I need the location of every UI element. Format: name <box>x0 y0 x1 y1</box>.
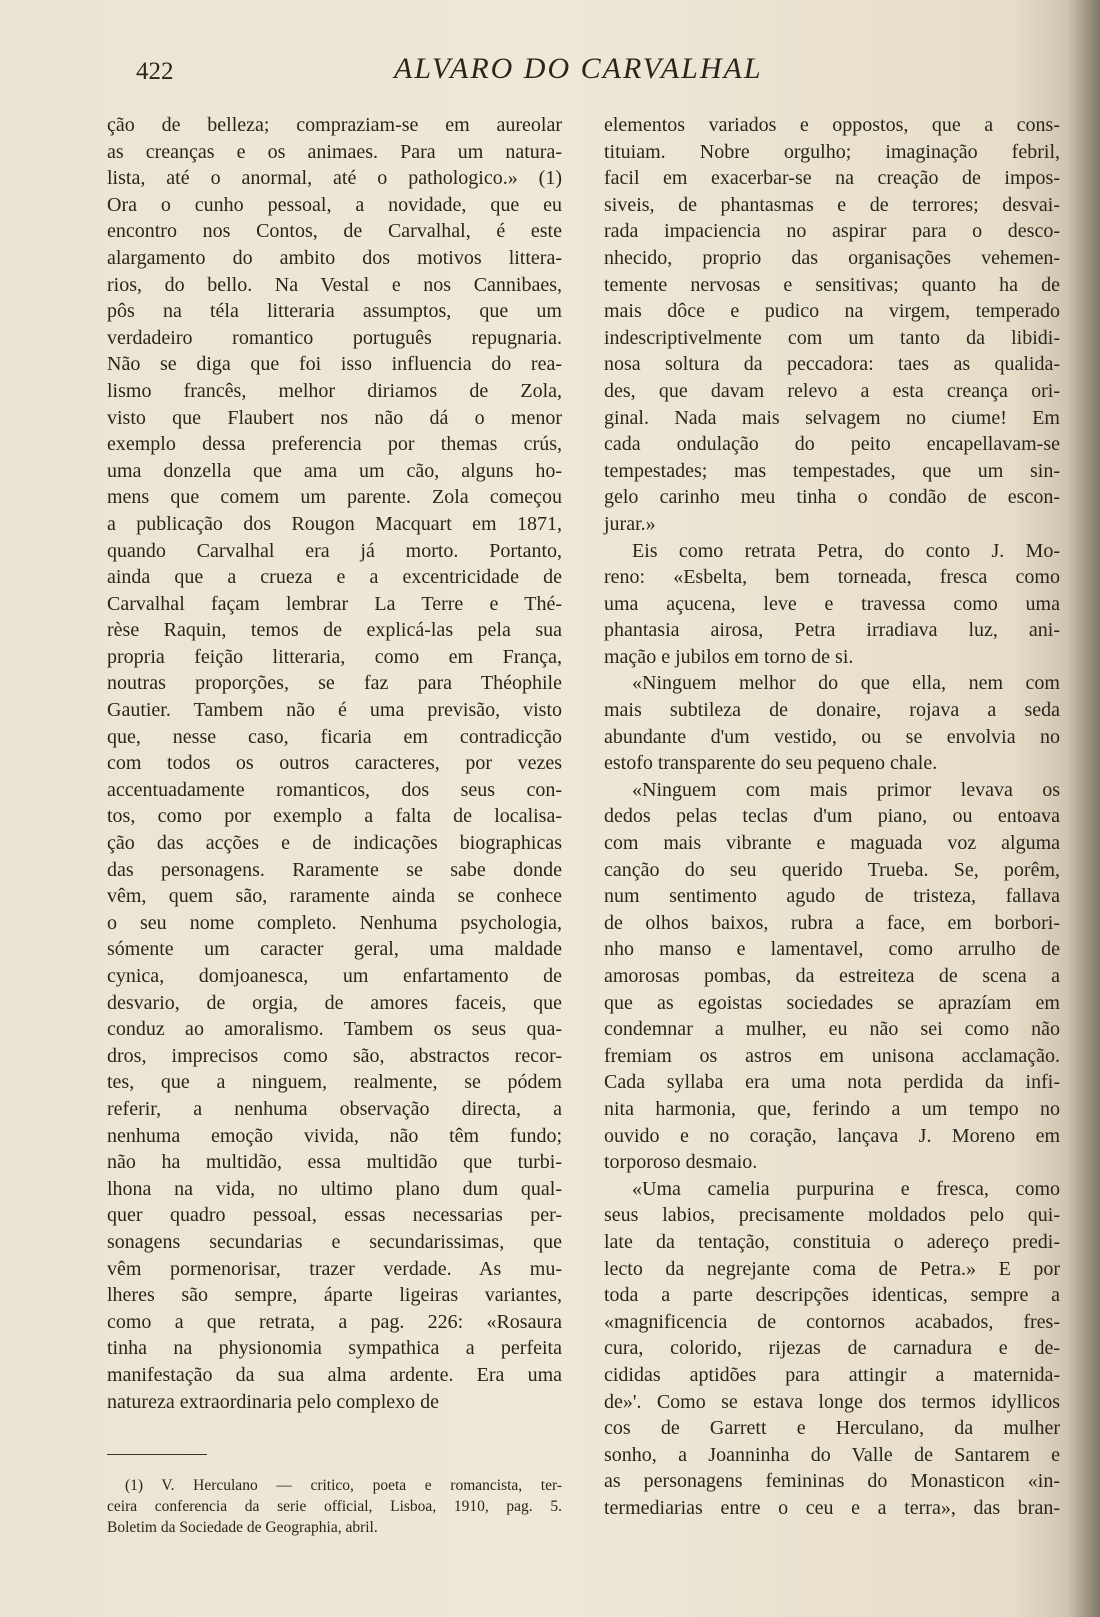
right-column-line: elementos variados e oppostos, que a cons- <box>604 114 1060 136</box>
left-column-line: exemplo dessa preferencia por themas crús, <box>107 433 562 456</box>
footnote <box>107 1475 562 1538</box>
left-column-line: rios, do bello. Na Vestal e nos Cannibaes, <box>107 273 562 296</box>
right-column-line: nhecido, proprio das organisações vehemen- <box>604 246 1060 269</box>
footnote-line: Boletim da Sociedade de Geographia, abril. <box>107 1519 378 1536</box>
right-column-line: cura, colorido, rijezas de carnadura e de- <box>604 1337 1060 1360</box>
left-column-line: conduz ao amoralismo. Tambem os seus qua- <box>107 1018 562 1041</box>
right-column-line: jurar.» <box>604 512 656 535</box>
right-column-line: sonho, a Joanninha do Valle de Santarem e <box>604 1443 1060 1466</box>
left-column-line: ainda que a crueza e a excentricidade de <box>107 566 562 589</box>
left-column-line: nenhuma emoção vivida, não têm fundo; <box>107 1124 562 1147</box>
left-column-line: quando Carvalhal era já morto. Portanto, <box>107 539 562 562</box>
right-column-line: reno: «Esbelta, bem torneada, fresca como <box>604 566 1060 589</box>
right-column-line: des, que davam relevo a esta creança ori- <box>604 379 1060 402</box>
right-column-line: num sentimento agudo de tristeza, fallava <box>604 885 1060 908</box>
right-column-line: termediarias entre o ceu e a terra», das bran- <box>604 1496 1060 1519</box>
left-column-line: o seu nome completo. Nenhuma psychologia, <box>107 911 562 934</box>
left-column-line: vêm, quem são, raramente ainda se conhece <box>107 885 562 908</box>
right-column-line: indescriptivelmente com um tanto da libidi- <box>604 326 1060 349</box>
right-column-line: seus labios, precisamente moldados pelo qui- <box>604 1204 1060 1227</box>
left-column-line: tinha na physionomia sympathica a perfeita <box>107 1337 562 1360</box>
right-column-line: facil em exacerbar-se na creação de impos- <box>604 167 1060 190</box>
right-column-line: mais dôce e pudico na virgem, temperado <box>604 300 1060 323</box>
right-column-line: Eis como retrata Petra, do conto J. Mo- <box>632 539 1060 562</box>
right-column-line: de»'. Como se estava longe dos termos idyllicos <box>604 1390 1060 1413</box>
left-column-line: uma donzella que ama um cão, alguns ho- <box>107 459 562 482</box>
left-column-line: a publicação dos Rougon Macquart em 1871, <box>107 512 562 535</box>
left-column-line: sómente um caracter geral, uma maldade <box>107 938 562 961</box>
left-column-line: tos, como por exemplo a falta de localisa- <box>107 805 562 828</box>
right-column-line: fremiam os astros em unisona acclamação. <box>604 1044 1060 1067</box>
right-column-line: siveis, de phantasmas e de terrores; desvai- <box>604 193 1060 216</box>
page-number: 422 <box>136 58 174 85</box>
right-column-line: canção do seu querido Trueba. Se, porêm, <box>604 858 1060 881</box>
right-column-line: late da tentação, constituia o adereço predi- <box>604 1230 1060 1253</box>
left-column-line: dros, imprecisos como são, abstractos recor- <box>107 1044 562 1067</box>
left-column-line: com todos os outros caracteres, por vezes <box>107 752 562 775</box>
left-column-line: lista, até o anormal, até o pathologico.» (1) <box>107 167 562 190</box>
left-column-line: accentuadamente romanticos, dos seus con- <box>107 778 562 801</box>
left-column-line: lheres são sempre, áparte ligeiras variantes, <box>107 1284 562 1307</box>
right-column-line: que as egoistas sociedades se aprazíam em <box>604 991 1060 1014</box>
right-column-line: condemnar a mulher, eu não sei como não <box>604 1018 1060 1041</box>
right-column-line: as personagens femininas do Monasticon «in- <box>604 1470 1060 1493</box>
left-column-line: das personagens. Raramente se sabe donde <box>107 858 562 881</box>
left-column-line: rèse Raquin, temos de explicá-las pela sua <box>107 619 562 642</box>
page-header <box>136 52 1056 92</box>
right-column-line: torporoso desmaio. <box>604 1151 758 1174</box>
right-column-line: tituiam. Nobre orgulho; imaginação febril, <box>604 140 1060 163</box>
right-column-line: «Uma camelia purpurina e fresca, como <box>632 1177 1060 1200</box>
left-column-line: Gautier. Tambem não é uma previsão, visto <box>107 699 562 722</box>
left-column-line: propria feição litteraria, como em França, <box>107 645 562 668</box>
right-column-line: cididas aptidões para attingir a maternida- <box>604 1363 1060 1386</box>
right-column-line: «magnificencia de contornos acabados, fres- <box>604 1310 1060 1333</box>
right-column-line: «Ninguem com mais primor levava os <box>632 778 1060 801</box>
left-column-line: Carvalhal façam lembrar La Terre e Thé- <box>107 592 562 615</box>
left-column-line: ção das acções e de indicações biographicas <box>107 832 562 855</box>
left-column-line: que, nesse caso, ficaria em contradicção <box>107 725 562 748</box>
left-column-line: como a que retrata, a pag. 226: «Rosaura <box>107 1310 562 1333</box>
left-column-line: alargamento do ambito dos motivos littera- <box>107 246 562 269</box>
right-column-line: com mais vibrante e maguada voz alguma <box>604 832 1060 855</box>
left-column-line: visto que Flaubert nos não dá o menor <box>107 406 562 429</box>
right-column-line: ouvido e no coração, lançava J. Moreno em <box>604 1124 1060 1147</box>
right-column-line: amorosas pombas, da estreiteza de scena a <box>604 965 1060 987</box>
right-column-line: Cada syllaba era uma nota perdida da infi- <box>604 1071 1060 1094</box>
left-column-line: tes, que a ninguem, realmente, se pódem <box>107 1071 562 1094</box>
right-column-line: ginal. Nada mais selvagem no ciume! Em <box>604 406 1060 429</box>
left-column-line: pôs na téla litteraria assumptos, que um <box>107 300 562 323</box>
right-column-line: uma açucena, leve e travessa como uma <box>604 592 1060 615</box>
footnote-line: ceira conferencia da serie official, Lisboa, 1910, pag. 5. <box>107 1498 562 1515</box>
left-column-line: verdadeiro romantico português repugnaria. <box>107 326 562 349</box>
right-column-line: cos de Garrett e Herculano, da mulher <box>604 1417 1060 1440</box>
right-column-line: phantasia airosa, Petra irradiava luz, ani- <box>604 619 1060 642</box>
right-column-line: dedos pelas teclas d'um piano, ou entoava <box>604 805 1060 828</box>
right-column-line: de olhos baixos, rubra a face, em borbori- <box>604 911 1060 934</box>
left-column-line: desvario, de orgia, de amores faceis, que <box>107 991 562 1014</box>
right-column-line: gelo carinho meu tinha o condão de escon- <box>604 486 1060 509</box>
left-column-line: Não se diga que foi isso influencia do rea- <box>107 353 562 376</box>
footnote-line: (1) V. Herculano — critico, poeta e romancista, ter- <box>125 1477 562 1494</box>
left-column-line: manifestação da sua alma ardente. Era uma <box>107 1363 562 1386</box>
left-column-line: encontro nos Contos, de Carvalhal, é este <box>107 220 562 243</box>
left-text-column <box>107 112 562 1415</box>
left-column-line: ção de belleza; compraziam-se em aureolar <box>107 114 562 136</box>
right-column-line: «Ninguem melhor do que ella, nem com <box>632 672 1060 695</box>
right-column-line: mais subtileza de donaire, rojava a seda <box>604 699 1060 722</box>
left-column-line: lhona na vida, no ultimo plano dum qual- <box>107 1177 562 1200</box>
right-column-line: mação e jubilos em torno de si. <box>604 645 854 668</box>
running-title: ALVARO DO CARVALHAL <box>394 52 763 85</box>
footnote-divider <box>107 1454 207 1455</box>
right-column-line: rada impaciencia no aspirar para o desco- <box>604 220 1060 243</box>
left-column-line: mens que comem um parente. Zola começou <box>107 486 562 509</box>
right-text-column <box>604 112 1060 1521</box>
right-column-line: toda a parte descripções identicas, sempre a <box>604 1284 1060 1307</box>
right-column-line: cada ondulação do peito encapellavam-se <box>604 433 1060 456</box>
left-column-line: lismo francês, melhor diriamos de Zola, <box>107 379 562 402</box>
left-column-line: natureza extraordinaria pelo complexo de <box>107 1390 440 1413</box>
right-column-line: lecto da negrejante coma de Petra.» E por <box>604 1257 1060 1280</box>
left-column-line: referir, a nenhuma observação directa, a <box>107 1097 562 1120</box>
left-column-line: não ha multidão, essa multidão que turbi- <box>107 1151 562 1174</box>
left-column-line: quer quadro pessoal, essas necessarias per- <box>107 1204 562 1227</box>
left-column-line: cynica, domjoanesca, um enfartamento de <box>107 965 562 987</box>
right-column-line: nho manso e lamentavel, como arrulho de <box>604 938 1060 961</box>
right-column-line: estofo transparente do seu pequeno chale. <box>604 752 938 775</box>
left-column-line: Ora o cunho pessoal, a novidade, que eu <box>107 193 562 216</box>
left-column-line: as creanças e os animaes. Para um natura- <box>107 140 562 163</box>
right-column-line: temente nervosas e sensitivas; quanto ha de <box>604 273 1060 296</box>
right-column-line: nita harmonia, que, ferindo a um tempo no <box>604 1097 1060 1120</box>
left-column-line: sonagens secundarias e secundarissimas, que <box>107 1230 562 1253</box>
left-column-line: noutras proporções, se faz para Théophile <box>107 672 562 695</box>
right-column-line: tempestades; mas tempestades, que um sin- <box>604 459 1060 482</box>
right-column-line: nosa soltura da peccadora: taes as qualida- <box>604 353 1060 376</box>
left-column-line: vêm pormenorisar, trazer verdade. As mu- <box>107 1257 562 1280</box>
right-column-line: abundante d'um vestido, ou se envolvia no <box>604 725 1060 748</box>
